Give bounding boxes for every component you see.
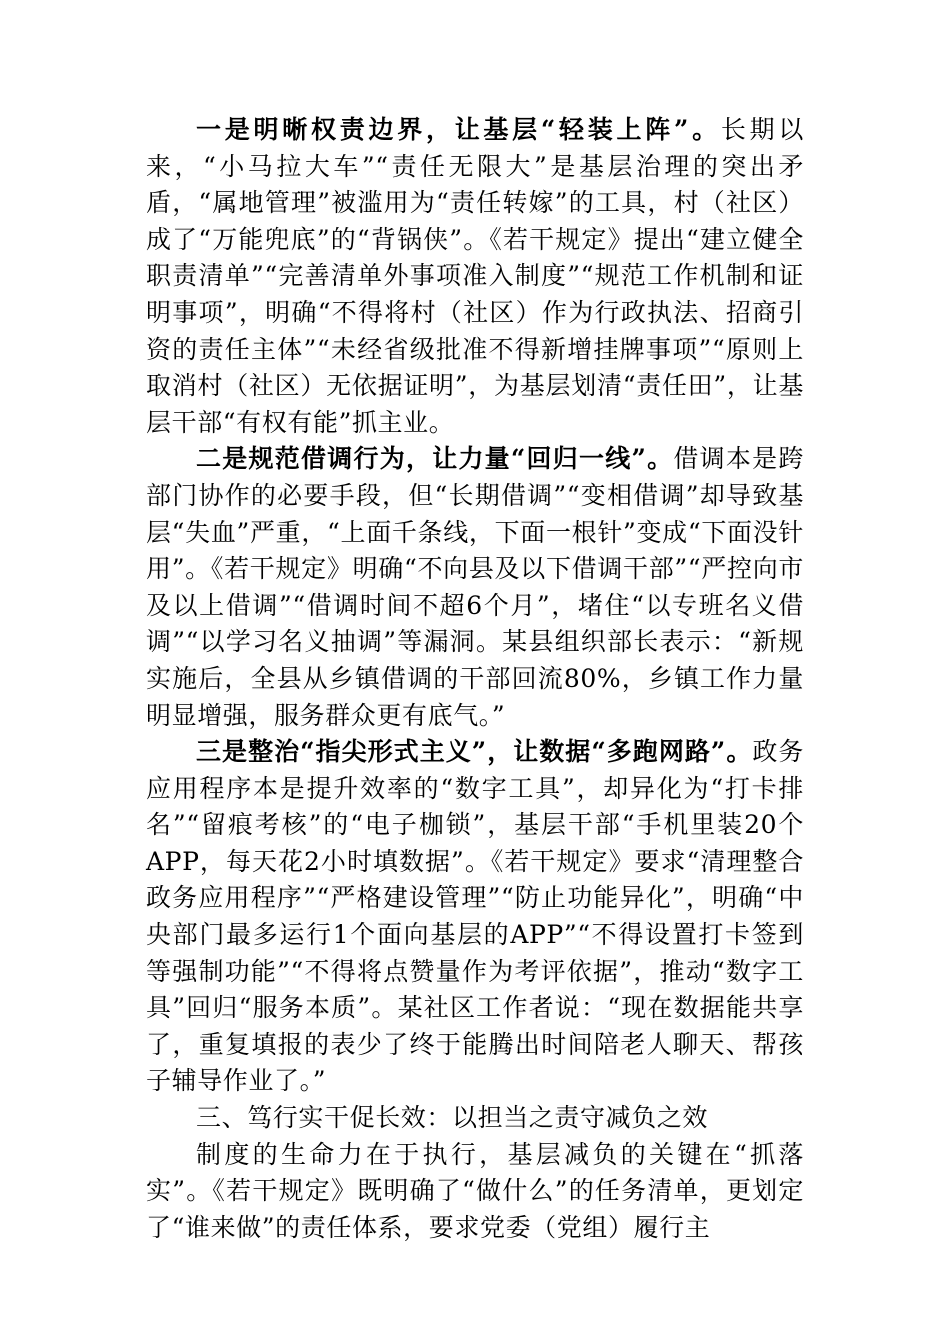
section-heading: 三、笃行实干促长效：以担当之责守减负之效 [196, 1103, 709, 1133]
paragraph-1-body: 长期以来，“小马拉大车”“责任无限大”是基层治理的突出矛盾，“属地管理”被滥用为“责任转嫁”的工具，村（社区）成了“万能兜底”的“背锅侠”。《若干规定》提出“建立健全职责清单”“完善清单外事项准入制度”“规范工作机制和证明事项”，明确“不得将村（社区）作为行政执法、招商引资的责任主体”“未经省级批准不得新增挂牌事项”“原则上取消村（社区）无依据证明”，为基层划清“责任田”，让基层干部“有权有能”抓主业。 [146, 115, 804, 437]
paragraph-3-lead: 三是整治“指尖形式主义”，让数据“多跑网路”。 [196, 737, 753, 767]
document-page [146, 112, 804, 1246]
paragraph-1 [146, 112, 804, 441]
paragraph-1-lead: 一是明晰权责边界，让基层“轻装上阵”。 [196, 115, 721, 144]
paragraph-3-body: 政务应用程序本是提升效率的“数字工具”，却异化为“打卡排名”“留痕考核”的“电子枷锁”，基层干部“手机里装20个APP，每天花2小时填数据”。《若干规定》要求“清理整合政务应用程序”“严格建设管理”“防止功能异化”，明确“中央部门最多运行1个面向基层的APP”“不得设置打卡签到等强制功能”“不得将点赞量作为考评依据”，推动“数字工具”回归“服务本质”。某社区工作者说：“现在数据能共享了，重复填报的表少了终于能腾出时间陪老人聊天、帮孩子辅导作业了。” [146, 737, 804, 1096]
paragraph-2-lead: 二是规范借调行为，让力量“回归一线”。 [196, 444, 674, 474]
paragraph-3 [146, 734, 804, 1100]
closing-paragraph: 制度的生命力在于执行，基层减负的关键在“抓落实”。《若干规定》既明确了“做什么”的任务清单，更划定了“谁来做”的责任体系，要求党委（党组）履行主 [146, 1139, 804, 1242]
paragraph-2-body: 借调本是跨部门协作的必要手段，但“长期借调”“变相借调”却导致基层“失血”严重，“上面千条线，下面一根针”变成“下面没针用”。《若干规定》明确“不向县及以下借调干部”“严控向市及以上借调”“借调时间不超6个月”，堵住“以专班名义借调”“以学习名义抽调”等漏洞。某县组织部长表示：“新规实施后，全县从乡镇借调的干部回流80%，乡镇工作力量明显增强，服务群众更有底气。” [146, 444, 804, 730]
paragraph-2 [146, 441, 804, 734]
